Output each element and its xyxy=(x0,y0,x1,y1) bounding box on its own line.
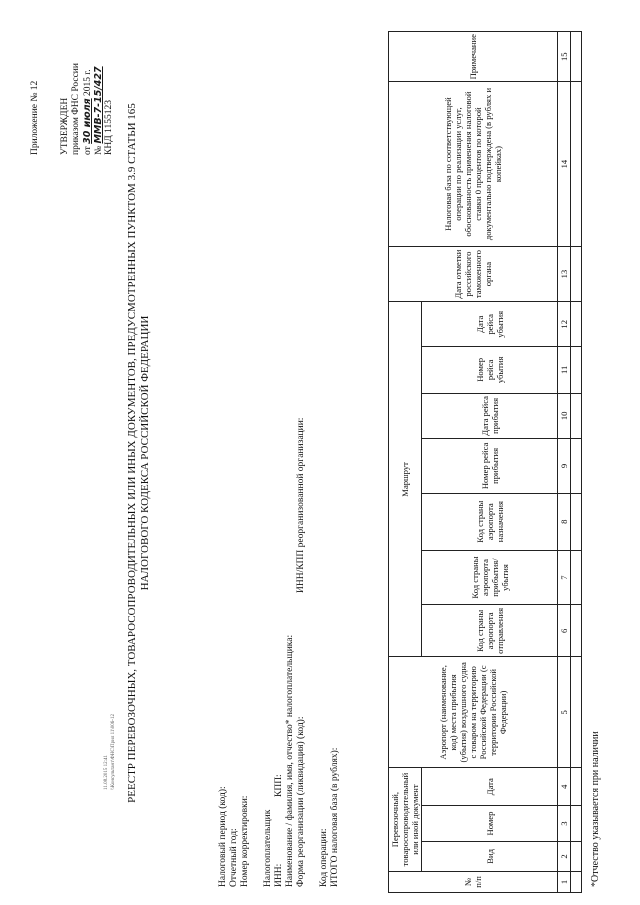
register-table xyxy=(388,31,582,893)
header-dep-country: Код страны аэропорта отправления xyxy=(422,605,558,657)
column-number-row xyxy=(558,32,571,893)
field-reorg-form: Форма реорганизации (ликвидация) (код): xyxy=(296,716,306,887)
register-title-line1: РЕЕСТР ПЕРЕВОЗОЧНЫХ, ТОВАРОСОПРОВОДИТЕЛЬНЫХ ИЛИ ИНЫХ ДОКУМЕНТОВ, ПРЕДУСМОТРЕННЫХ ПУНКТОМ 3.9 СТАТЬИ 165 xyxy=(126,103,138,803)
knd-code: КНД 1155123 xyxy=(104,100,114,155)
col-number: 2 xyxy=(558,841,571,871)
header-dep-date: Дата рейса убытия xyxy=(422,302,558,347)
header-num: № п/п xyxy=(389,871,558,892)
field-op-code: Код операции: xyxy=(319,828,329,887)
order-number: № ММВ-7-15/427 xyxy=(93,66,104,155)
header-note: Примечание xyxy=(389,32,558,82)
field-year: Отчетный год: xyxy=(229,828,239,887)
col-number: 13 xyxy=(558,246,571,302)
col-number: 10 xyxy=(558,393,571,439)
empty-data-row xyxy=(571,32,582,893)
col-number: 4 xyxy=(558,768,571,806)
handwritten-date: 30 июля xyxy=(82,98,93,144)
header-arr-flight: Номер рейса прибытия xyxy=(422,439,558,494)
col-number: 1 xyxy=(558,871,571,892)
print-stamp: 11.08.2015 12:41 \\Консультант\ФНС\Прил 11\006-12 xyxy=(104,714,116,790)
order-date: от 30 июля 2015 г. xyxy=(82,69,93,155)
field-taxpayer-name: Наименование / фамилия, имя, отчество* налогоплательщика: xyxy=(285,634,295,887)
header-doc-kind: Вид xyxy=(422,841,558,871)
field-correction: Номер корректировки: xyxy=(240,795,250,887)
col-number: 12 xyxy=(558,302,571,347)
header-tax-base: Налоговая база по соответствующей операции по реализации услуг, обоснованность применения налоговой ставки 0 процентов по которой документально подтверждена (в рублях и копейках) xyxy=(389,82,558,246)
approved-label: УТВЕРЖДЕН xyxy=(60,97,70,155)
header-airport: Аэропорт (наименование, код) места прибытия (убытия) воздушного судна с товаром на территорию Российской Федерации (с территории Российской Федерации) xyxy=(389,657,558,768)
col-number: 14 xyxy=(558,82,571,246)
field-period: Налоговый период (код): xyxy=(218,786,228,887)
col-number: 6 xyxy=(558,605,571,657)
col-number: 7 xyxy=(558,550,571,605)
col-number: 5 xyxy=(558,657,571,768)
field-inn: ИНН: xyxy=(274,863,284,887)
appendix-label: Приложение № 12 xyxy=(30,80,40,155)
header-document: Перевозочный, товаросопроводительный или иной документ xyxy=(389,768,422,871)
header-route: Маршрут xyxy=(389,302,422,657)
footnote: *Отчество указывается при наличии xyxy=(590,731,601,887)
header-doc-number: Номер xyxy=(422,806,558,842)
col-number: 3 xyxy=(558,806,571,842)
header-row-1 xyxy=(389,32,422,893)
field-taxpayer: Налогоплательщик xyxy=(263,809,273,887)
field-total: ИТОГО налоговая база (в рублях): xyxy=(330,747,340,887)
field-kpp: КПП: xyxy=(274,774,284,797)
header-dep-flight: Номер рейса убытия xyxy=(422,347,558,393)
register-title-line2: НАЛОГОВОГО КОДЕКСА РОССИЙСКОЙ ФЕДЕРАЦИИ xyxy=(139,315,151,591)
header-dest-country: Код страны аэропорта назначения xyxy=(422,493,558,550)
col-number: 15 xyxy=(558,32,571,82)
header-arr-country: Код страны аэропорта прибытия/ убытия xyxy=(422,550,558,605)
field-reorg-inn: ИНН/КПП реорганизованной организации: xyxy=(296,417,306,593)
col-number: 8 xyxy=(558,493,571,550)
header-customs-date: Дата отметки российского таможенного органа xyxy=(389,246,558,302)
header-doc-date: Дата xyxy=(422,768,558,806)
handwritten-number: ММВ-7-15/427 xyxy=(93,66,104,144)
col-number: 9 xyxy=(558,439,571,494)
col-number: 11 xyxy=(558,347,571,393)
header-arr-date: Дата рейса прибытия xyxy=(422,393,558,439)
order-line: приказом ФНС России xyxy=(71,63,81,155)
